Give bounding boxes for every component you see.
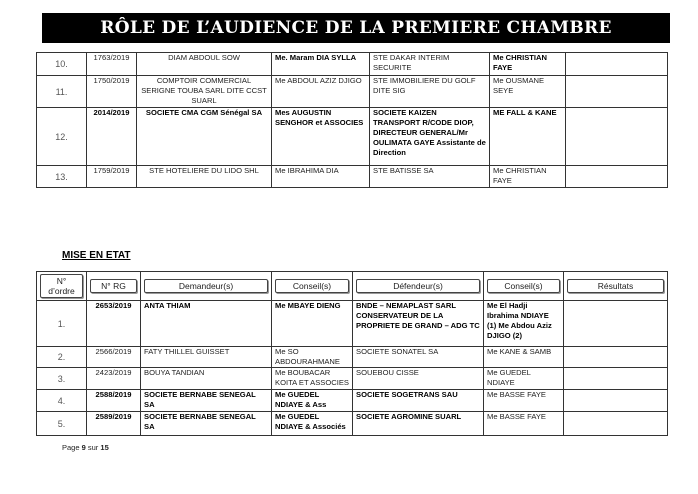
header-defendant: Défendeur(s) <box>353 272 484 301</box>
page-word: Page <box>62 443 80 452</box>
defendant-counsel: Me OUSMANE SEYE <box>490 76 566 108</box>
defendant-counsel: Me CHRISTIAN FAYE <box>490 53 566 76</box>
result-cell <box>564 301 668 347</box>
defendant-counsel: Me BASSE FAYE <box>484 390 564 412</box>
plaintiff: BOUYA TANDIAN <box>141 368 272 390</box>
page-total: 15 <box>100 443 109 452</box>
rg-number: 2423/2019 <box>87 368 141 390</box>
rg-number: 2589/2019 <box>87 412 141 436</box>
rg-number: 2653/2019 <box>87 301 141 347</box>
result-cell <box>566 76 668 108</box>
plaintiff: COMPTOIR COMMERCIAL SERIGNE TOUBA SARL DITE CCST SUARL <box>137 76 272 108</box>
plaintiff: SOCIETE CMA CGM Sénégal SA <box>137 108 272 166</box>
rg-number: 2588/2019 <box>87 390 141 412</box>
plaintiff-counsel: Mes AUGUSTIN SENGHOR et ASSOCIES <box>272 108 370 166</box>
plaintiff: FATY THILLEL GUISSET <box>141 347 272 368</box>
defendant: STE DAKAR INTERIM SECURITE <box>370 53 490 76</box>
plaintiff-counsel: Me SO ABDOURAHMANE <box>272 347 353 368</box>
plaintiff-counsel: Me IBRAHIMA DIA <box>272 166 370 188</box>
mise-en-etat-table <box>36 271 668 436</box>
page-number: 9 <box>81 443 86 452</box>
rg-number: 2014/2019 <box>87 108 137 166</box>
header-plaintiff: Demandeur(s) <box>141 272 272 301</box>
header-results: Résultats <box>564 272 668 301</box>
defendant-counsel: Me KANE & SAMB <box>484 347 564 368</box>
result-cell <box>564 412 668 436</box>
plaintiff-counsel: Me BOUBACAR KOITA ET ASSOCIES <box>272 368 353 390</box>
sur-word: sur <box>87 443 99 452</box>
plaintiff: SOCIETE BERNABE SENEGAL SA <box>141 390 272 412</box>
table-row <box>37 53 668 76</box>
defendant: STE IMMOBILIERE DU GOLF DITE SIG <box>370 76 490 108</box>
rg-number: 1750/2019 <box>87 76 137 108</box>
rg-number: 1763/2019 <box>87 53 137 76</box>
defendant: SOUEBOU CISSE <box>353 368 484 390</box>
defendant: SOCIETE SOGETRANS SAU <box>353 390 484 412</box>
result-cell <box>566 53 668 76</box>
table-row <box>37 390 668 412</box>
rg-number: 2566/2019 <box>87 347 141 368</box>
row-number: 13. <box>37 166 87 188</box>
table-row <box>37 76 668 108</box>
table-row <box>37 347 668 368</box>
row-number: 11. <box>37 76 87 108</box>
result-cell <box>564 368 668 390</box>
result-cell <box>564 390 668 412</box>
plaintiff-counsel: Me ABDOUL AZIZ DJIGO <box>272 76 370 108</box>
row-number: 12. <box>37 108 87 166</box>
header-plaintiff-counsel: Conseil(s) <box>272 272 353 301</box>
defendant: STE BATISSE SA <box>370 166 490 188</box>
plaintiff: DIAM ABDOUL SOW <box>137 53 272 76</box>
defendant-counsel: Me El Hadji Ibrahima NDIAYE (1) Me Abdou Aziz DJIGO (2) <box>484 301 564 347</box>
result-cell <box>564 347 668 368</box>
plaintiff-counsel: Me. Maram DIA SYLLA <box>272 53 370 76</box>
plaintiff-counsel: Me GUEDEL NDIAYE & Associés <box>272 412 353 436</box>
plaintiff: ANTA THIAM <box>141 301 272 347</box>
result-cell <box>566 108 668 166</box>
row-number: 1. <box>37 301 87 347</box>
page-footer <box>62 443 109 452</box>
page-banner-title: RÔLE DE L’AUDIENCE DE LA PREMIERE CHAMBRE <box>42 13 670 43</box>
defendant-counsel: ME FALL & KANE <box>490 108 566 166</box>
header-row <box>37 272 668 301</box>
header-defendant-counsel: Conseil(s) <box>484 272 564 301</box>
defendant: SOCIETE SONATEL SA <box>353 347 484 368</box>
table-row <box>37 166 668 188</box>
row-number: 10. <box>37 53 87 76</box>
table-row <box>37 412 668 436</box>
defendant: SOCIETE AGROMINE SUARL <box>353 412 484 436</box>
hearing-table-continued <box>36 52 668 188</box>
defendant-counsel: Me GUEDEL NDIAYE <box>484 368 564 390</box>
defendant-counsel: Me CHRISTIAN FAYE <box>490 166 566 188</box>
header-ordre: N° d’ordre <box>37 272 87 301</box>
row-number: 5. <box>37 412 87 436</box>
section-title: MISE EN ETAT <box>62 250 131 261</box>
result-cell <box>566 166 668 188</box>
table-row <box>37 368 668 390</box>
plaintiff: STE HOTELIERE DU LIDO SHL <box>137 166 272 188</box>
header-rg: N° RG <box>87 272 141 301</box>
defendant-counsel: Me BASSE FAYE <box>484 412 564 436</box>
row-number: 3. <box>37 368 87 390</box>
row-number: 2. <box>37 347 87 368</box>
plaintiff-counsel: Me GUEDEL NDIAYE & Ass <box>272 390 353 412</box>
row-number: 4. <box>37 390 87 412</box>
plaintiff-counsel: Me MBAYE DIENG <box>272 301 353 347</box>
rg-number: 1759/2019 <box>87 166 137 188</box>
table-row <box>37 108 668 166</box>
defendant: BNDE – NEMAPLAST SARL CONSERVATEUR DE LA PROPRIETE DE GRAND – ADG TC <box>353 301 484 347</box>
plaintiff: SOCIETE BERNABE SENEGAL SA <box>141 412 272 436</box>
table-row <box>37 301 668 347</box>
defendant: SOCIETE KAIZEN TRANSPORT R/CODE DIOP, DIRECTEUR GENERAL/Mr OULIMATA GAYE Assistante de Direction <box>370 108 490 166</box>
